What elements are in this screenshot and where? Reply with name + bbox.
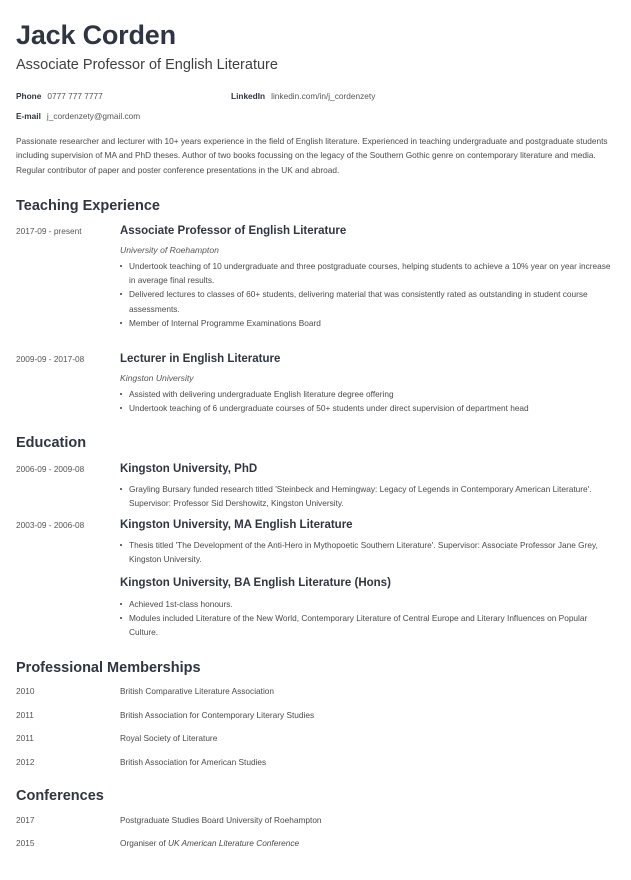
education-entries: [16, 462, 615, 640]
entry-date: 2003-09 - 2006-08: [16, 519, 85, 530]
conference-row: [16, 815, 615, 827]
contact-row-1: [16, 92, 615, 102]
entry-heading: Lecturer in English Literature: [120, 353, 281, 366]
entry-heading: Kingston University, BA English Literature (Hons): [120, 577, 391, 590]
conference-rows: [16, 815, 615, 850]
membership-year: 2012: [16, 756, 35, 767]
section-teaching-experience: [16, 198, 615, 415]
entry-body: [120, 576, 615, 639]
membership-row: [16, 757, 615, 769]
bullet-item: Member of Internal Programme Examinations Board: [120, 316, 615, 330]
membership-name: Royal Society of Literature: [120, 733, 218, 744]
entry-date: 2017-09 - present: [16, 226, 82, 237]
education-entry: [16, 462, 615, 511]
email-label: E-mail: [16, 110, 41, 121]
bullet-item: Delivered lectures to classes of 60+ students, delivering material that was consistently rated as outstanding in student course assessments.: [120, 287, 615, 316]
entry-bullets: [120, 259, 615, 330]
entry-heading: Associate Professor of English Literature: [120, 225, 347, 238]
membership-year: 2011: [16, 733, 34, 744]
phone-value: 0777 777 7777: [47, 90, 103, 101]
conference-name: [120, 838, 615, 850]
email-value[interactable]: j_cordenzety@gmail.com: [46, 110, 141, 121]
entry-organisation: University of Roehampton: [120, 244, 219, 255]
linkedin-value[interactable]: linkedin.com/in/j_cordenzety: [271, 90, 376, 101]
candidate-name: Jack Corden: [16, 20, 176, 50]
contact-phone: [16, 92, 231, 102]
entry-body: [120, 462, 615, 511]
section-education: [16, 435, 615, 639]
linkedin-label: LinkedIn: [231, 90, 266, 101]
contact-block: [16, 92, 615, 122]
membership-rows: [16, 686, 615, 768]
membership-row: [16, 686, 615, 698]
cv-header: [16, 0, 615, 75]
experience-entry: [16, 224, 615, 330]
entry-date: 2006-09 - 2009-08: [16, 463, 85, 474]
section-conferences: [16, 788, 615, 850]
membership-name: British Comparative Literature Association: [120, 686, 275, 697]
bullet-item: Assisted with delivering undergraduate English literature degree offering: [120, 387, 615, 401]
conference-row: [16, 838, 615, 850]
entry-body: [120, 224, 615, 330]
bullet-item: Undertook teaching of 10 undergraduate and three postgraduate courses, helping students to achieve a 10% year on year increase in average final results.: [120, 259, 615, 288]
entry-organisation: Kingston University: [120, 372, 194, 383]
membership-name: British Association for Contemporary Literary Studies: [120, 709, 315, 720]
membership-year: 2011: [16, 709, 34, 720]
entry-heading: Kingston University, PhD: [120, 462, 258, 475]
teaching-entries: [16, 224, 615, 415]
education-entry: [16, 576, 615, 639]
contact-linkedin[interactable]: [231, 92, 375, 102]
entry-body: [120, 518, 615, 567]
conference-name-plain: Organiser of: [120, 838, 168, 849]
entry-bullets: [120, 482, 615, 511]
phone-label: Phone: [16, 90, 42, 101]
contact-email[interactable]: [16, 112, 231, 122]
entry-bullets: [120, 597, 615, 640]
section-title-education: Education: [16, 435, 87, 452]
entry-date: 2009-09 - 2017-08: [16, 354, 85, 365]
section-title-conferences: Conferences: [16, 788, 104, 805]
section-title-memberships: Professional Memberships: [16, 659, 201, 676]
bullet-item: Grayling Bursary funded research titled 'Steinbeck and Hemingway: Legacy of Legends in Contemporary American Literature'. Supervisor: Professor Sid Dershowitz, Kingston University.: [120, 482, 615, 511]
entry-body: [120, 352, 615, 415]
membership-name: British Association for American Studies: [120, 756, 267, 767]
candidate-job-title: Associate Professor of English Literature: [16, 57, 278, 74]
section-title-teaching: Teaching Experience: [16, 197, 160, 214]
entry-bullets: [120, 538, 615, 567]
membership-year: 2010: [16, 686, 35, 697]
bullet-item: Achieved 1st-class honours.: [120, 597, 615, 611]
experience-entry: [16, 352, 615, 415]
bullet-item: Undertook teaching of 6 undergraduate courses of 50+ students under direct supervision of department head: [120, 401, 615, 415]
bullet-item: Thesis titled 'The Development of the Anti-Hero in Mythopoetic Southern Literature'. Supervisor: Associate Professor Jane Grey, Kingston University.: [120, 538, 615, 567]
conference-name: [120, 815, 615, 827]
entry-heading: Kingston University, MA English Literature: [120, 518, 353, 531]
membership-row: [16, 733, 615, 745]
bullet-item: Modules included Literature of the New World, Contemporary Literature of Central Europe and Literary Influences on Popular Culture.: [120, 611, 615, 640]
professional-summary: Passionate researcher and lecturer with 10+ years experience in the field of English literature. Experienced in teaching undergraduate and postgraduate students including supervision of MA and PhD theses. Author of two books focussing on the legacy of the Southern Gothic genre on contemporary literature and media. Regular contributor of paper and poster conference presentations in the UK and abroad.: [16, 135, 608, 176]
section-professional-memberships: [16, 660, 615, 769]
entry-bullets: [120, 387, 615, 416]
conference-name-plain: Postgraduate Studies Board University of Roehampton: [120, 814, 322, 825]
membership-row: [16, 710, 615, 722]
entry-date: [16, 576, 120, 578]
education-entry: [16, 518, 615, 567]
conference-year: 2015: [16, 838, 35, 849]
contact-row-2: [16, 112, 615, 122]
conference-year: 2017: [16, 814, 35, 825]
conference-name-italic: UK American Literature Conference: [167, 838, 300, 849]
